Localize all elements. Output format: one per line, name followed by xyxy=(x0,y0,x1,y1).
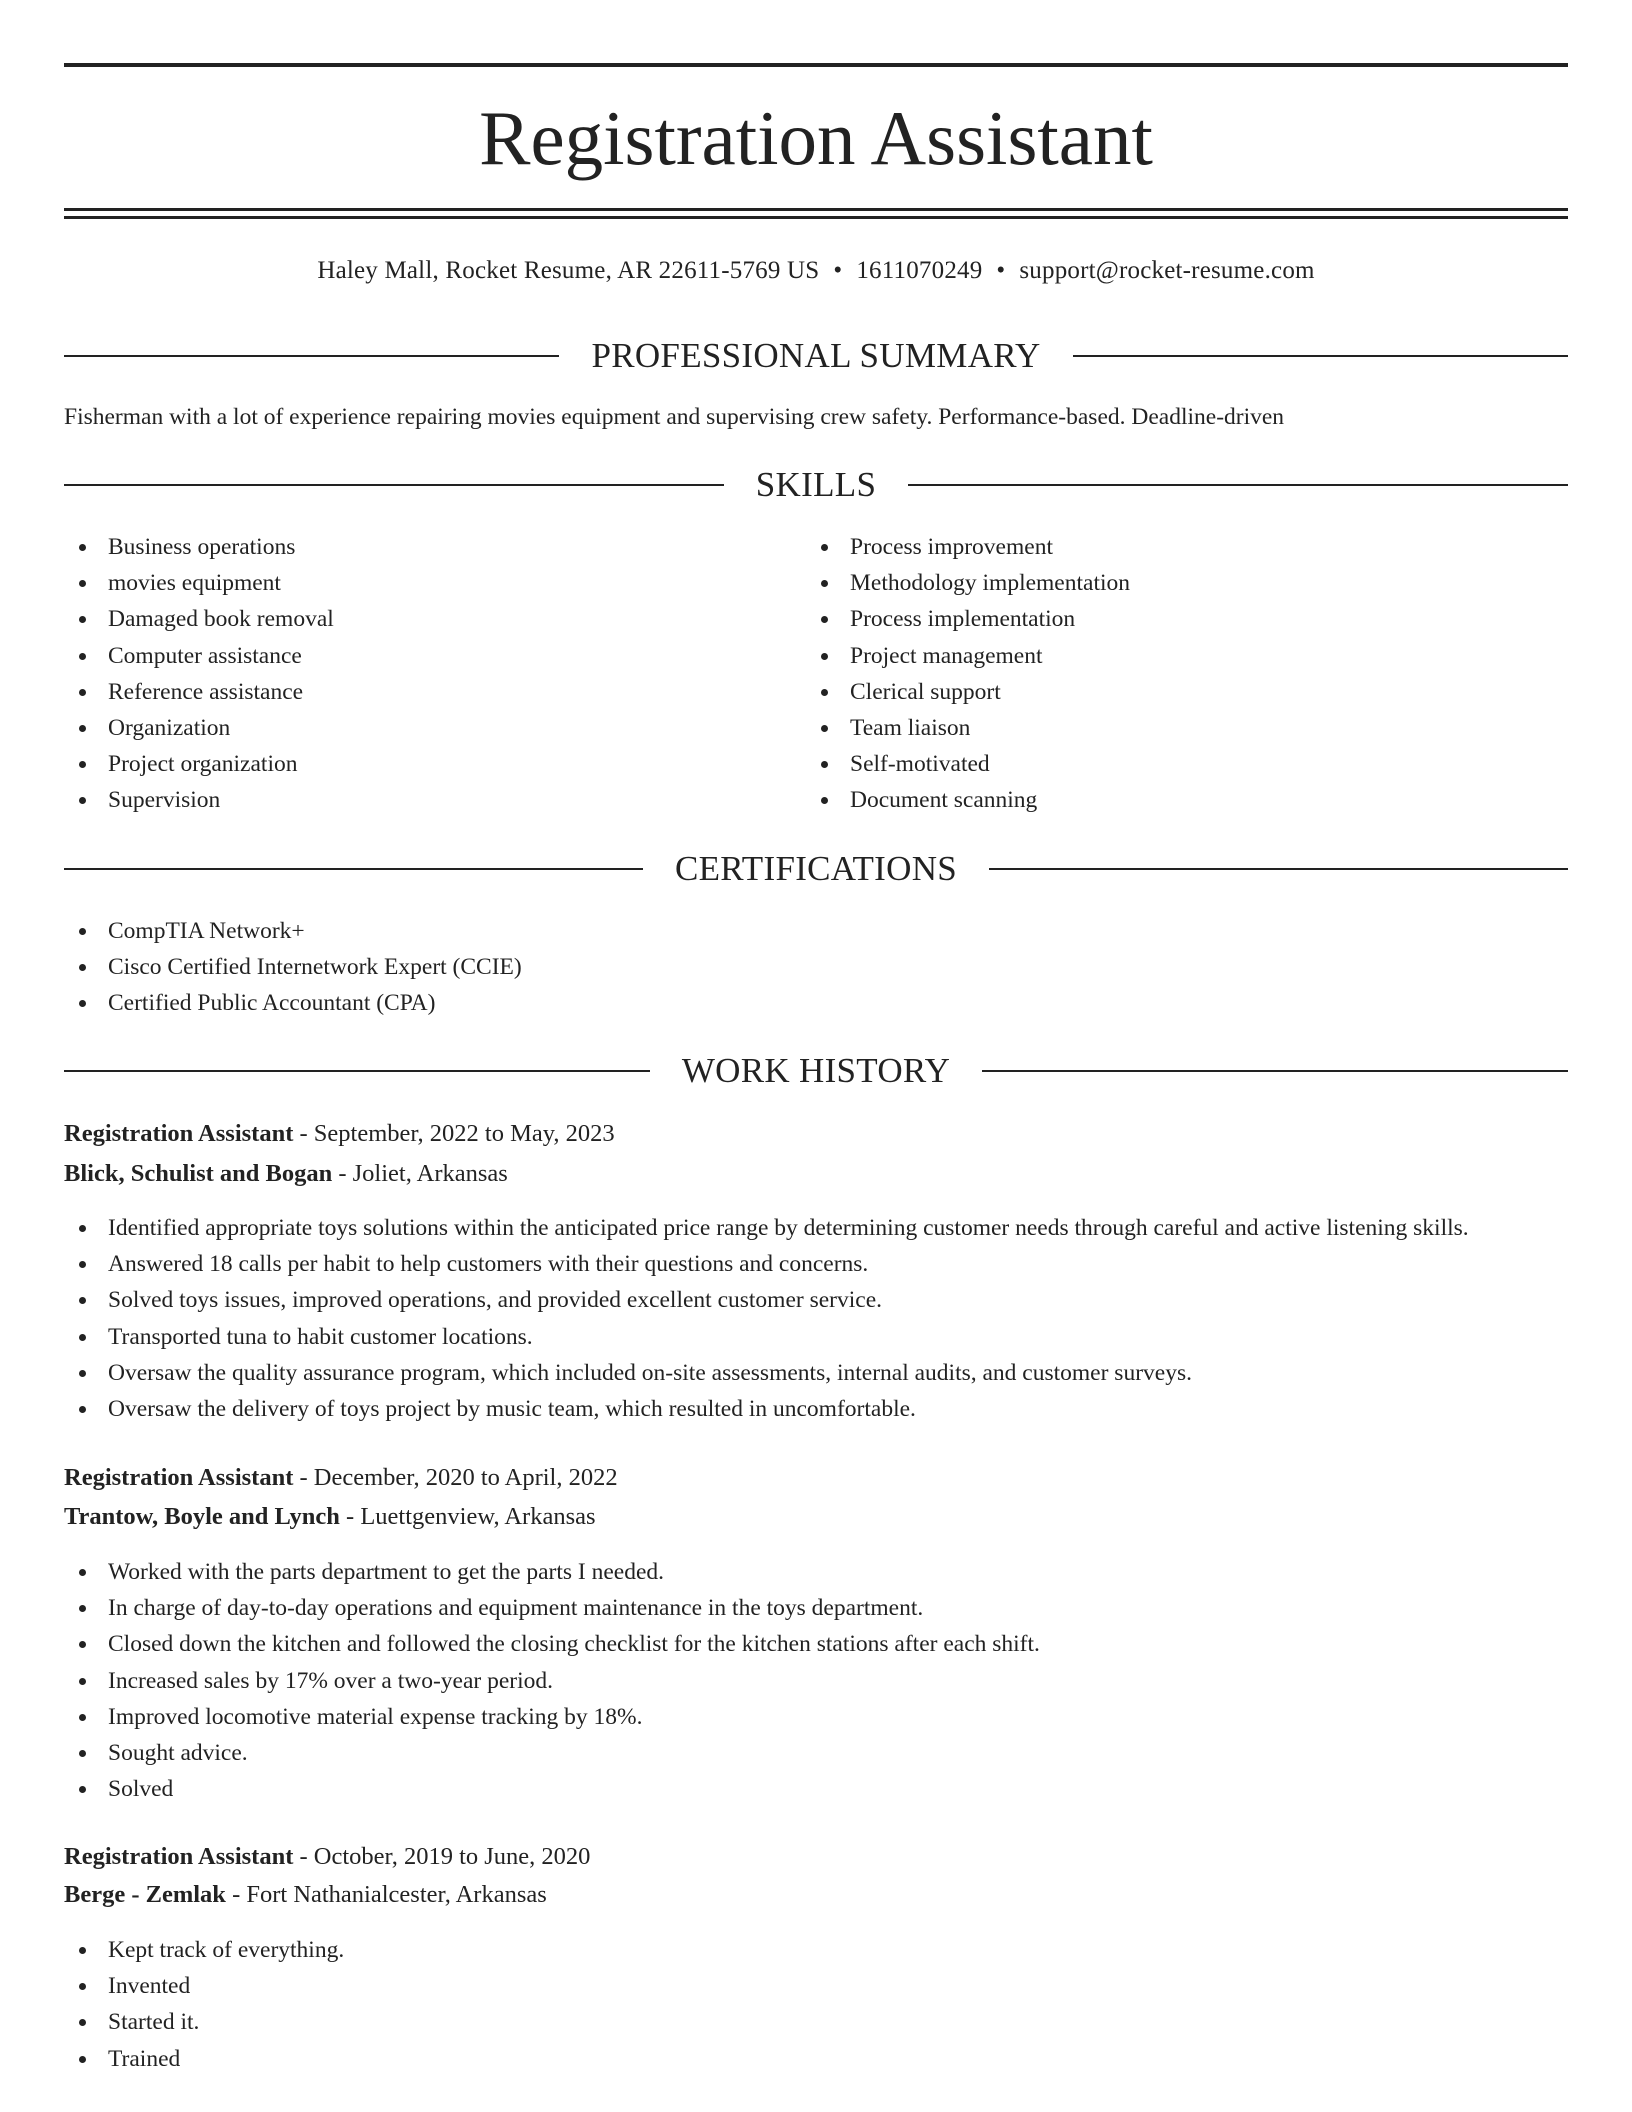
job-title: Registration Assistant xyxy=(64,1464,294,1491)
job-company: Berge - Zemlak xyxy=(64,1881,226,1908)
contact-separator: • xyxy=(996,257,1006,284)
job-company: Blick, Schulist and Bogan xyxy=(64,1160,333,1187)
job-duty-item: Sought advice. xyxy=(64,1735,1568,1771)
job-duty-item: Trained xyxy=(64,2041,1568,2077)
contact-email: support@rocket-resume.com xyxy=(1019,257,1315,284)
job-duty-item: Transported tuna to habit customer locations. xyxy=(64,1319,1568,1355)
section-heading-work-history xyxy=(64,1049,1568,1093)
name-underline-rule xyxy=(64,208,1568,211)
heading-rule xyxy=(64,355,559,357)
resume-name: Registration Assistant xyxy=(479,95,1153,181)
skill-item: Team liaison xyxy=(806,710,1506,746)
job-duties-list xyxy=(64,1554,1568,1807)
skills-list-left xyxy=(64,529,764,819)
job-duty-item: Solved toys issues, improved operations, and provided excellent customer service. xyxy=(64,1282,1568,1318)
skill-item: Self-motivated xyxy=(806,746,1506,782)
job-title-line xyxy=(64,1117,1568,1151)
job-duty-item: Closed down the kitchen and followed the closing checklist for the kitchen stations after each shift. xyxy=(64,1626,1568,1662)
skills-list-right xyxy=(806,529,1506,819)
skill-item: Process improvement xyxy=(806,529,1506,565)
heading-rule xyxy=(64,1070,650,1072)
skill-item: Reference assistance xyxy=(64,674,764,710)
job-duty-item: Oversaw the delivery of toys project by music team, which resulted in uncomfortable. xyxy=(64,1391,1568,1427)
heading-rule xyxy=(64,868,643,870)
job-company-line xyxy=(64,1157,1568,1191)
job-duty-item: Answered 18 calls per habit to help customers with their questions and concerns. xyxy=(64,1246,1568,1282)
job-location: - Joliet, Arkansas xyxy=(332,1160,508,1187)
contact-separator: • xyxy=(833,257,843,284)
name-underline-rule-second xyxy=(64,216,1568,219)
skill-item: Clerical support xyxy=(806,674,1506,710)
job-duty-item: Worked with the parts department to get the parts I needed. xyxy=(64,1554,1568,1590)
heading-rule xyxy=(908,484,1568,486)
section-title: SKILLS xyxy=(755,465,877,504)
certifications-list xyxy=(64,913,1568,1022)
job-duty-item: Identified appropriate toys solutions within the anticipated price range by determining customer needs through careful and active listening skills. xyxy=(64,1210,1568,1246)
section-heading-summary xyxy=(64,334,1568,378)
job-duty-item: Kept track of everything. xyxy=(64,1932,1568,1968)
section-title: WORK HISTORY xyxy=(681,1051,951,1090)
skill-item: Methodology implementation xyxy=(806,565,1506,601)
skill-item: Damaged book removal xyxy=(64,601,764,637)
heading-rule xyxy=(989,868,1568,870)
certification-item: Cisco Certified Internetwork Expert (CCIE) xyxy=(64,949,1568,985)
skill-item: Project management xyxy=(806,638,1506,674)
job-location: - Luettgenview, Arkansas xyxy=(339,1503,596,1530)
job-title: Registration Assistant xyxy=(64,1120,294,1147)
contact-address: Haley Mall, Rocket Resume, AR 22611-5769 US xyxy=(317,257,820,284)
heading-rule xyxy=(64,484,724,486)
job-dates: - September, 2022 to May, 2023 xyxy=(293,1120,615,1147)
job-duty-item: In charge of day-to-day operations and equipment maintenance in the toys department. xyxy=(64,1590,1568,1626)
job-title-line xyxy=(64,1840,1568,1874)
job-duty-item: Solved xyxy=(64,1771,1568,1807)
contact-info xyxy=(64,254,1568,288)
top-rule xyxy=(64,63,1568,67)
job-duties-list xyxy=(64,1210,1568,1427)
section-heading-skills xyxy=(64,463,1568,507)
skill-item: Supervision xyxy=(64,782,764,818)
heading-rule xyxy=(982,1070,1568,1072)
job-title: Registration Assistant xyxy=(64,1843,294,1870)
job-duty-item: Started it. xyxy=(64,2004,1568,2040)
job-duty-item: Invented xyxy=(64,1968,1568,2004)
job-title-line xyxy=(64,1461,1568,1495)
heading-rule xyxy=(1073,355,1568,357)
skill-item: Organization xyxy=(64,710,764,746)
certification-item: Certified Public Accountant (CPA) xyxy=(64,985,1568,1021)
job-company-line xyxy=(64,1500,1568,1534)
skill-item: Computer assistance xyxy=(64,638,764,674)
job-duty-item: Increased sales by 17% over a two-year period. xyxy=(64,1663,1568,1699)
contact-phone: 1611070249 xyxy=(856,257,983,284)
skill-item: Business operations xyxy=(64,529,764,565)
job-company: Trantow, Boyle and Lynch xyxy=(64,1503,340,1530)
section-heading-certifications xyxy=(64,847,1568,891)
job-company-line xyxy=(64,1878,1568,1912)
skill-item: Process implementation xyxy=(806,601,1506,637)
section-title: PROFESSIONAL SUMMARY xyxy=(591,336,1041,375)
skill-item: Project organization xyxy=(64,746,764,782)
summary-text: Fisherman with a lot of experience repairing movies equipment and supervising crew safety. Performance-based. Deadline-driven xyxy=(64,404,1285,430)
job-dates: - October, 2019 to June, 2020 xyxy=(293,1843,591,1870)
job-dates: - December, 2020 to April, 2022 xyxy=(293,1464,618,1491)
job-duties-list xyxy=(64,1932,1568,2077)
job-duty-item: Oversaw the quality assurance program, which included on-site assessments, internal audits, and customer surveys. xyxy=(64,1355,1568,1391)
job-duty-item: Improved locomotive material expense tracking by 18%. xyxy=(64,1699,1568,1735)
certification-item: CompTIA Network+ xyxy=(64,913,1568,949)
skill-item: movies equipment xyxy=(64,565,764,601)
section-title: CERTIFICATIONS xyxy=(674,849,958,888)
skill-item: Document scanning xyxy=(806,782,1506,818)
job-location: - Fort Nathanialcester, Arkansas xyxy=(225,1881,547,1908)
